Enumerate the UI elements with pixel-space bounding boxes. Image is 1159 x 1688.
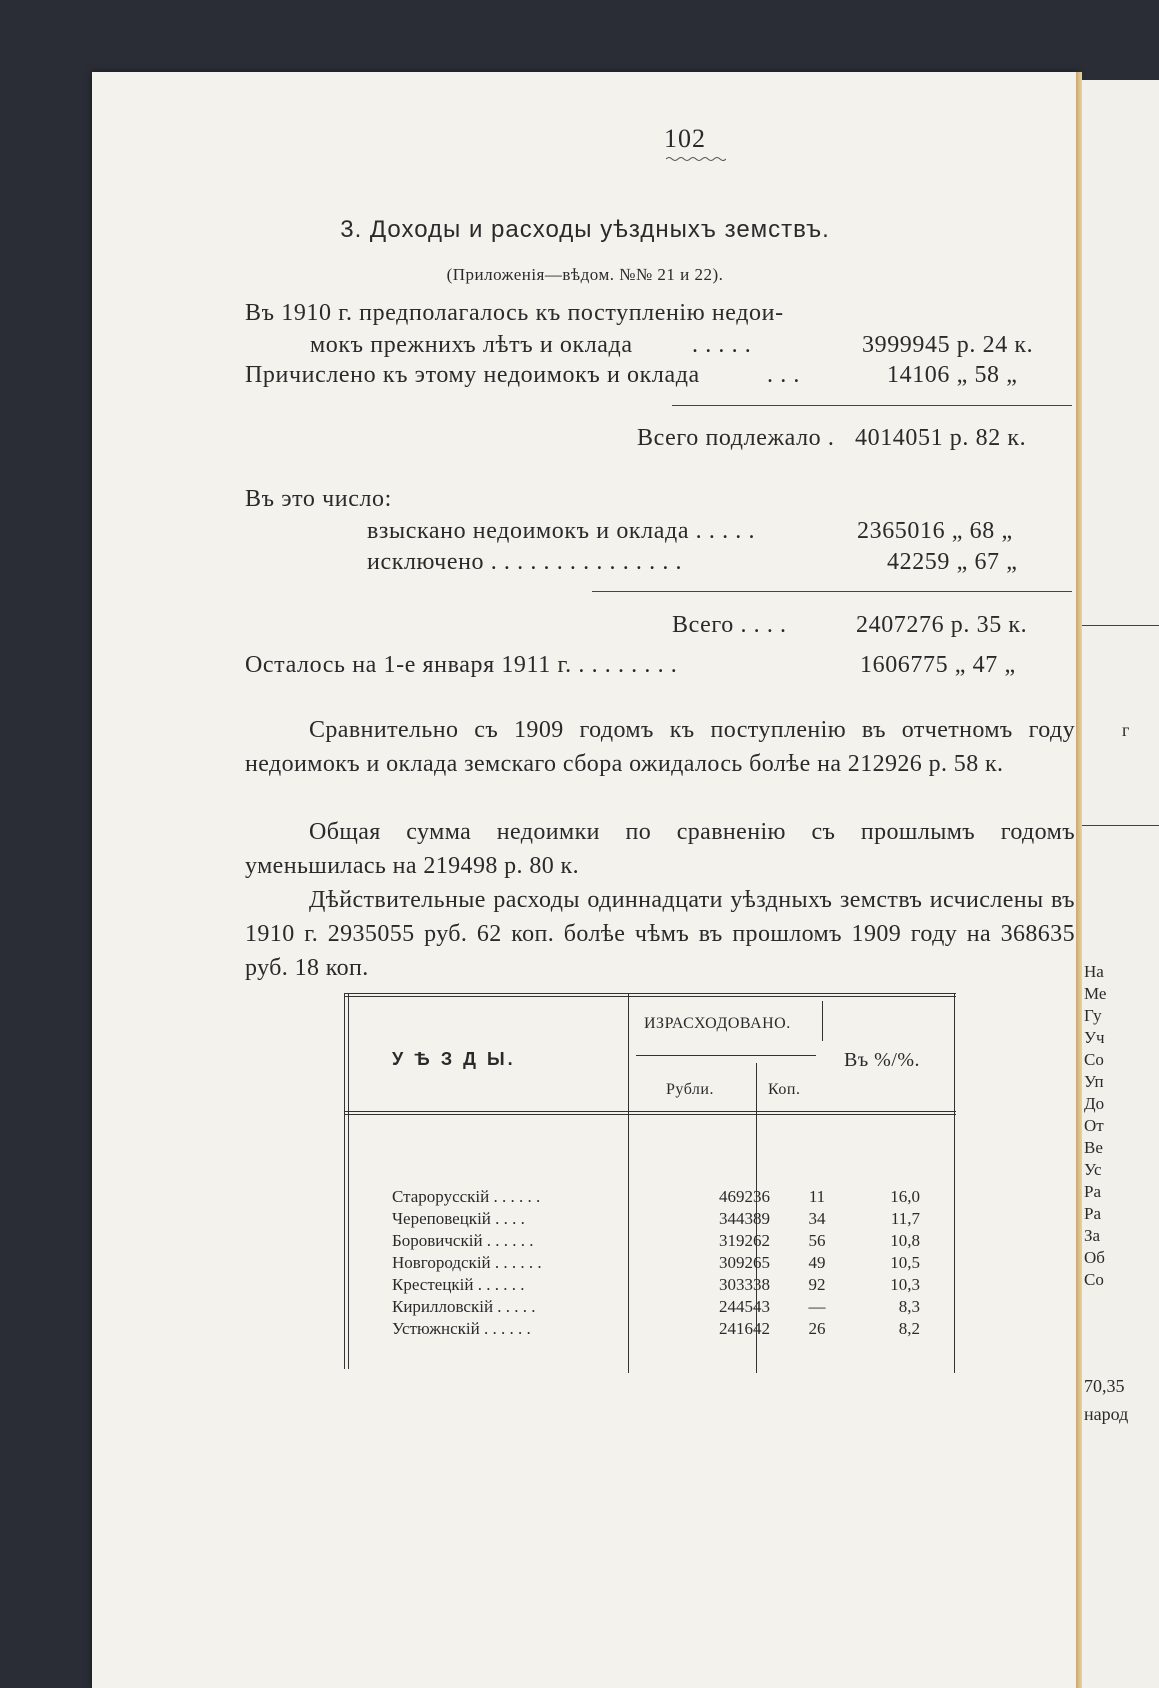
header-pct: Въ %/%.: [844, 1049, 921, 1071]
rub-cell: 303338: [719, 1275, 770, 1294]
sum-rule-1: [672, 405, 1072, 406]
rub-cell: 319262: [719, 1231, 770, 1250]
kop-cell: 34: [808, 1209, 826, 1228]
table-body: [344, 1187, 1004, 1341]
adjacent-list-item: Со: [1084, 1270, 1104, 1289]
paragraph-1: Сравнительно съ 1909 годомъ къ поступленію въ отчетномъ году недоимокъ и оклада земскаго сбора ожидалось болѣе на 212926 р. 58 к.: [245, 717, 1075, 777]
table-row: [344, 1319, 1004, 1341]
adjacent-page-fragment: [1082, 80, 1159, 1688]
adjacent-marker: г: [1122, 720, 1130, 740]
adjacent-list-item: Со: [1084, 1050, 1104, 1069]
adjacent-value: 70,35: [1084, 1376, 1125, 1396]
pct-cell: 10,5: [890, 1253, 920, 1272]
kop-cell: 11: [808, 1187, 826, 1206]
section-subtitle: (Приложенія—вѣдом. №№ 21 и 22).: [446, 265, 724, 284]
expenditure-table: [344, 993, 1004, 1393]
rub-cell: 344389: [719, 1209, 770, 1228]
rub-cell: 469236: [719, 1187, 770, 1206]
table-row: [344, 1297, 1004, 1319]
total-label: Всего подлежало .: [637, 425, 835, 451]
adjacent-list-item: Ра: [1084, 1182, 1101, 1201]
table-top-rule: [344, 993, 956, 997]
book-page: [92, 72, 1078, 1688]
rub-cell: 241642: [719, 1319, 770, 1338]
adjacent-list-item: Об: [1084, 1248, 1105, 1267]
sum-value: 2407276 р. 35 к.: [856, 612, 1028, 638]
table-row: [344, 1275, 1004, 1297]
adjacent-list-item: Уч: [1084, 1028, 1105, 1047]
adjacent-list-item: Ра: [1084, 1204, 1101, 1223]
account-line-3-value: 14106 „ 58 „: [887, 362, 1018, 388]
rub-cell: 244543: [719, 1297, 770, 1316]
kop-cell: 56: [808, 1231, 826, 1250]
adjacent-list-item: Ве: [1084, 1138, 1103, 1157]
account-line-2-value: 3999945 р. 24 к.: [862, 332, 1034, 358]
table-row: [344, 1231, 1004, 1253]
rub-cell: 309265: [719, 1253, 770, 1272]
adjacent-list-item: Гу: [1084, 1006, 1102, 1025]
adjacent-list-item: Уп: [1084, 1072, 1104, 1091]
account-line-2-dots: . . . . .: [692, 332, 752, 358]
table-row: [344, 1187, 1004, 1209]
adjacent-word: народ: [1084, 1404, 1129, 1424]
account-line-2-label: мокъ прежнихъ лѣтъ и оклада: [310, 332, 633, 358]
header-kop: Коп.: [768, 1081, 801, 1098]
pct-cell: 8,2: [898, 1319, 920, 1338]
table-row: [344, 1209, 1004, 1231]
account-line-3-label: Причислено къ этому недоимокъ и оклада: [245, 362, 700, 388]
total-value: 4014051 р. 82 к.: [855, 425, 1027, 451]
remaining-value: 1606775 „ 47 „: [860, 652, 1016, 678]
collected-value: 2365016 „ 68 „: [857, 518, 1013, 544]
page-number-underline: [666, 156, 726, 162]
adjacent-list-item: Ме: [1084, 984, 1107, 1003]
sum-label: Всего . . . .: [672, 612, 787, 638]
district-cell: Устюжнскій . . . . . .: [392, 1319, 531, 1338]
excluded-value: 42259 „ 67 „: [887, 549, 1018, 575]
district-cell: Старорусскій . . . . . .: [392, 1187, 541, 1206]
district-cell: Новгородскій . . . . . .: [392, 1253, 542, 1272]
remaining-label: Осталось на 1-е января 1911 г. . . . . . . . .: [245, 652, 678, 678]
pct-cell: 10,8: [890, 1231, 920, 1250]
header-district: У Ѣ З Д Ы.: [392, 1049, 516, 1069]
table-header-rule: [344, 1111, 956, 1115]
pct-cell: 11,7: [890, 1209, 920, 1228]
header-rub: Рубли.: [666, 1081, 714, 1098]
district-cell: Череповецкій . . . .: [392, 1209, 525, 1228]
pct-cell: 16,0: [890, 1187, 920, 1206]
paragraph-2: Общая сумма недоимки по сравненію съ прошлымъ годомъ уменьшилась на 219498 р. 80 к.: [245, 819, 1075, 879]
adjacent-list-item: До: [1084, 1094, 1105, 1113]
page-number: 102: [664, 124, 706, 153]
account-line-3-dots: . . .: [767, 362, 800, 388]
adjacent-list-item: За: [1084, 1226, 1101, 1245]
table-row: [344, 1253, 1004, 1275]
district-cell: Боровичскій . . . . . .: [392, 1231, 534, 1250]
adjacent-list-item: На: [1084, 962, 1104, 981]
adjacent-list-item: Ус: [1084, 1160, 1102, 1179]
account-line-1: Въ 1910 г. предполагалось къ поступленію недои-: [245, 300, 784, 326]
of-which-label: Въ это число:: [245, 486, 392, 512]
paragraph-3: Дѣйствительные расходы одиннадцати уѣздныхъ земствъ исчислены въ 1910 г. 2935055 руб. 62 коп. болѣе чѣмъ въ прошломъ 1909 году на 368635 руб. 18 коп.: [245, 887, 1075, 981]
excluded-label: исключено . . . . . . . . . . . . . . .: [367, 549, 683, 575]
section-title: 3. Доходы и расходы уѣздныхъ земствъ.: [340, 216, 830, 243]
adjacent-list-item: От: [1084, 1116, 1104, 1135]
header-spent: ИЗРАСХОДОВАНО.: [644, 1015, 791, 1032]
kop-cell: 49: [808, 1253, 826, 1272]
kop-cell: 26: [808, 1319, 826, 1338]
district-cell: Крестецкій . . . . . .: [392, 1275, 525, 1294]
kop-cell: —: [808, 1297, 826, 1316]
district-cell: Кирилловскій . . . . .: [392, 1297, 536, 1316]
collected-label: взыскано недоимокъ и оклада . . . . .: [367, 518, 756, 544]
pct-cell: 8,3: [898, 1297, 920, 1316]
kop-cell: 92: [808, 1275, 826, 1294]
sum-rule-2: [592, 591, 1072, 592]
pct-cell: 10,3: [890, 1275, 920, 1294]
